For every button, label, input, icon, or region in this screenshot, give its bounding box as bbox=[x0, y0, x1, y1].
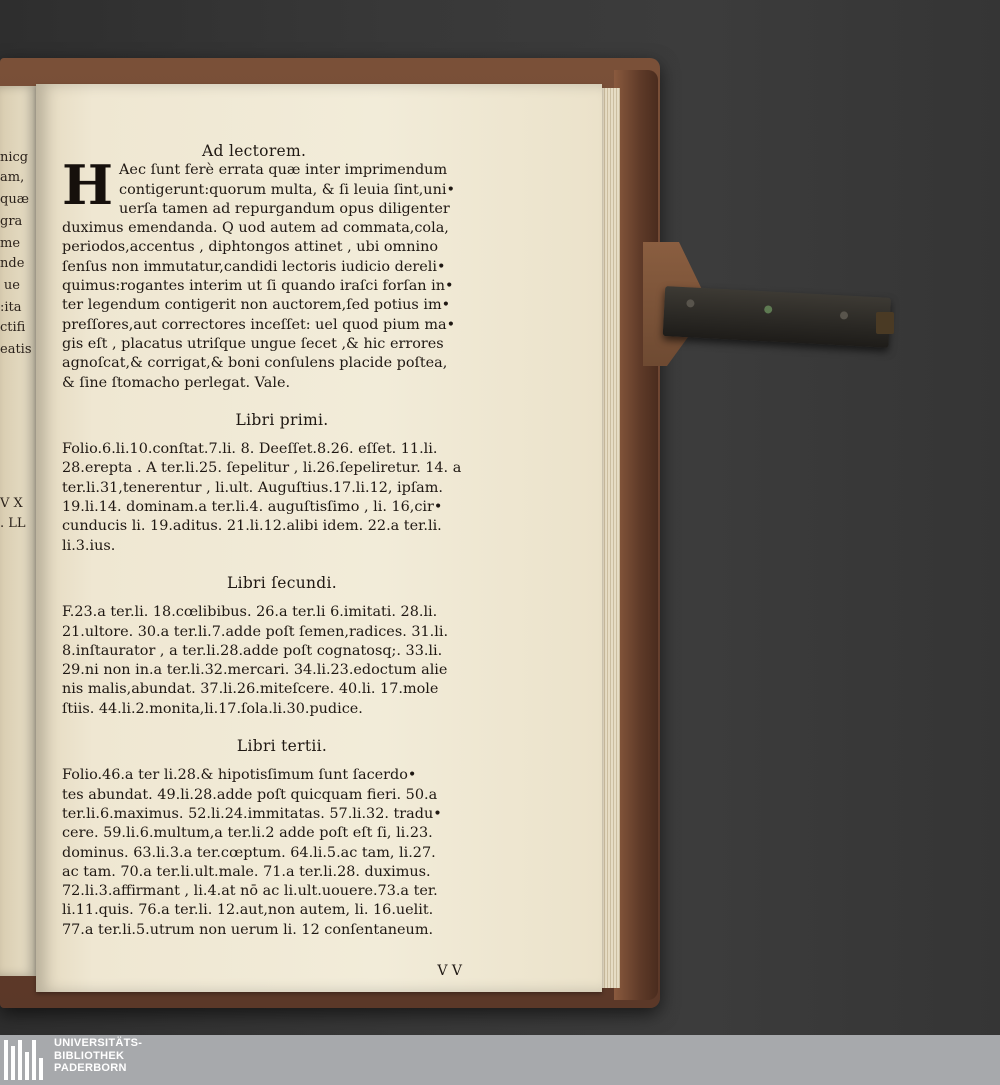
intro-line: ter legendum contigerit non auctorem,ſed potius im• bbox=[62, 297, 451, 314]
errata-line: cunducis li. 19.aditus. 21.li.12.alibi idem. 22.a ter.li. bbox=[62, 518, 442, 535]
intro-lines bbox=[62, 153, 502, 393]
clasp-hook bbox=[876, 312, 894, 334]
left-page-fragment: V X bbox=[0, 496, 23, 511]
footer-bar bbox=[0, 1035, 1000, 1085]
spacer bbox=[62, 430, 502, 440]
errata-line: 19.li.14. dominam.a ter.li.4. auguſtisſimo , li. 16,cir• bbox=[62, 499, 443, 516]
errata-sections bbox=[62, 411, 502, 958]
left-page bbox=[0, 86, 36, 976]
intro-line: periodos,accentus , diphtongos attinet , ubi omnino bbox=[62, 239, 439, 256]
book-cover-edge bbox=[614, 70, 658, 1000]
intro-line: & ſine ſtomacho perlegat. Vale. bbox=[62, 374, 291, 391]
errata-line: 72.li.3.affirmant , li.4.at nō ac li.ult.uouere.73.a ter. bbox=[62, 883, 438, 900]
spacer bbox=[62, 593, 502, 603]
left-page-fragment: eatis bbox=[0, 342, 32, 357]
spacer bbox=[62, 940, 502, 958]
errata-line: ter.li.31,tenerentur , li.ult. Auguſtius.17.li.12, ipſam. bbox=[62, 479, 443, 496]
left-page-fragment: . LL bbox=[0, 516, 26, 531]
intro-line: preſſores,aut correctores inceſſet: uel quod pium ma• bbox=[62, 316, 456, 333]
left-page-fragment: nicg bbox=[0, 150, 29, 165]
left-page-fragment: nde bbox=[0, 256, 25, 271]
intro-line: duximus emendanda. Q uod autem ad commata,cola, bbox=[62, 220, 449, 237]
library-name-line2: BIBLIOTHEK bbox=[54, 1049, 125, 1062]
left-page-fragment: me bbox=[0, 236, 21, 251]
errata-line: 28.erepta . A ter.li.25. ſepelitur , li.26.ſepeliretur. 14. a bbox=[62, 460, 462, 477]
spacer bbox=[62, 556, 502, 574]
library-logo-icon bbox=[4, 1040, 46, 1080]
errata-line: 29.ni non in.a ter.li.32.mercari. 34.li.23.edoctum alie bbox=[62, 662, 448, 679]
errata-line: 21.ultore. 30.a ter.li.7.adde poſt ſemen,radices. 31.li. bbox=[62, 623, 449, 640]
spacer bbox=[62, 719, 502, 737]
left-page-fragment: ctifi bbox=[0, 320, 26, 335]
errata-line: ter.li.6.maximus. 52.li.24.immitatas. 57.li.32. tradu• bbox=[62, 805, 442, 822]
page-heading: Ad lectorem. bbox=[202, 142, 307, 160]
catchword: V V bbox=[437, 962, 462, 979]
spacer bbox=[62, 756, 502, 766]
section-title: Libri primi. bbox=[235, 410, 329, 429]
errata-line: dominus. 63.li.3.a ter.cœptum. 64.li.5.ac tam, li.27. bbox=[62, 844, 436, 861]
left-page-fragment: quæ bbox=[0, 192, 29, 207]
rivet-icon bbox=[686, 299, 694, 307]
page-text bbox=[62, 142, 502, 995]
left-page-fragment: gra bbox=[0, 214, 23, 229]
intro-line: gis eſt , placatus utriſque ungue ſecet ,& hic errores bbox=[62, 335, 444, 352]
section-title: Libri ſecundi. bbox=[226, 573, 338, 592]
rivet-icon bbox=[764, 305, 772, 313]
errata-line: cere. 59.li.6.multum,a ter.li.2 adde poſt eſt ſi, li.23. bbox=[62, 825, 433, 842]
page bbox=[36, 84, 602, 992]
intro-paragraph bbox=[62, 153, 502, 393]
errata-line: 77.a ter.li.5.utrum non uerum li. 12 conſentaneum. bbox=[62, 921, 434, 938]
left-page-fragment: am, bbox=[0, 170, 25, 185]
errata-line: ac tam. 70.a ter.li.ult.male. 71.a ter.li.28. duximus. bbox=[62, 863, 431, 880]
errata-line: Folio.46.a ter li.28.& hipotisſimum ſunt ſacerdo• bbox=[62, 767, 417, 784]
errata-line: Folio.6.li.10.conſtat.7.li. 8. Deeſſet.8.26. eſſet. 11.li. bbox=[62, 441, 438, 458]
intro-line: ſenſus non immutatur,candidi lectoris iudicio dereli• bbox=[62, 258, 446, 275]
intro-line: Aec ſunt ferè errata quæ inter imprimendum bbox=[119, 162, 448, 179]
intro-line: quimus:rogantes interim ut ſi quando iraſci forſan in• bbox=[62, 278, 454, 295]
errata-line: F.23.a ter.li. 18.cœlibibus. 26.a ter.li 6.imitati. 28.li. bbox=[62, 604, 438, 621]
intro-line: uerſa tamen ad repurgandum opus diligenter bbox=[119, 200, 450, 217]
intro-line: agnoſcat,& corrigat,& boni conſulens placide poſtea, bbox=[62, 355, 448, 372]
left-page-fragment: :ita bbox=[0, 300, 22, 315]
library-name bbox=[54, 1037, 142, 1075]
intro-line: contigerunt:quorum multa, & ſi leuia ſint,uni• bbox=[119, 181, 455, 198]
spacer bbox=[62, 393, 502, 411]
library-name-line3: PADERBORN bbox=[54, 1062, 127, 1075]
rivet-icon bbox=[840, 311, 848, 319]
errata-line: li.3.ius. bbox=[62, 537, 116, 554]
library-name-line1: UNIVERSITÄTS- bbox=[54, 1037, 143, 1049]
section-title: Libri tertii. bbox=[236, 737, 328, 756]
errata-line: tes abundat. 49.li.28.adde poſt quicquam fieri. 50.a bbox=[62, 786, 438, 803]
errata-line: nis malis,abundat. 37.li.26.miteſcere. 40.li. 17.mole bbox=[62, 681, 439, 698]
drop-cap: H bbox=[62, 153, 114, 218]
errata-line: 8.inſtaurator , a ter.li.28.adde poſt cognatosq;. 33.li. bbox=[62, 642, 443, 659]
errata-line: ſtiis. 44.li.2.monita,li.17.ſola.li.30.pudice. bbox=[62, 700, 363, 717]
errata-line: li.11.quis. 76.a ter.li. 12.aut,non autem, li. 16.uelit. bbox=[62, 902, 434, 919]
left-page-fragment: ue bbox=[3, 278, 20, 293]
